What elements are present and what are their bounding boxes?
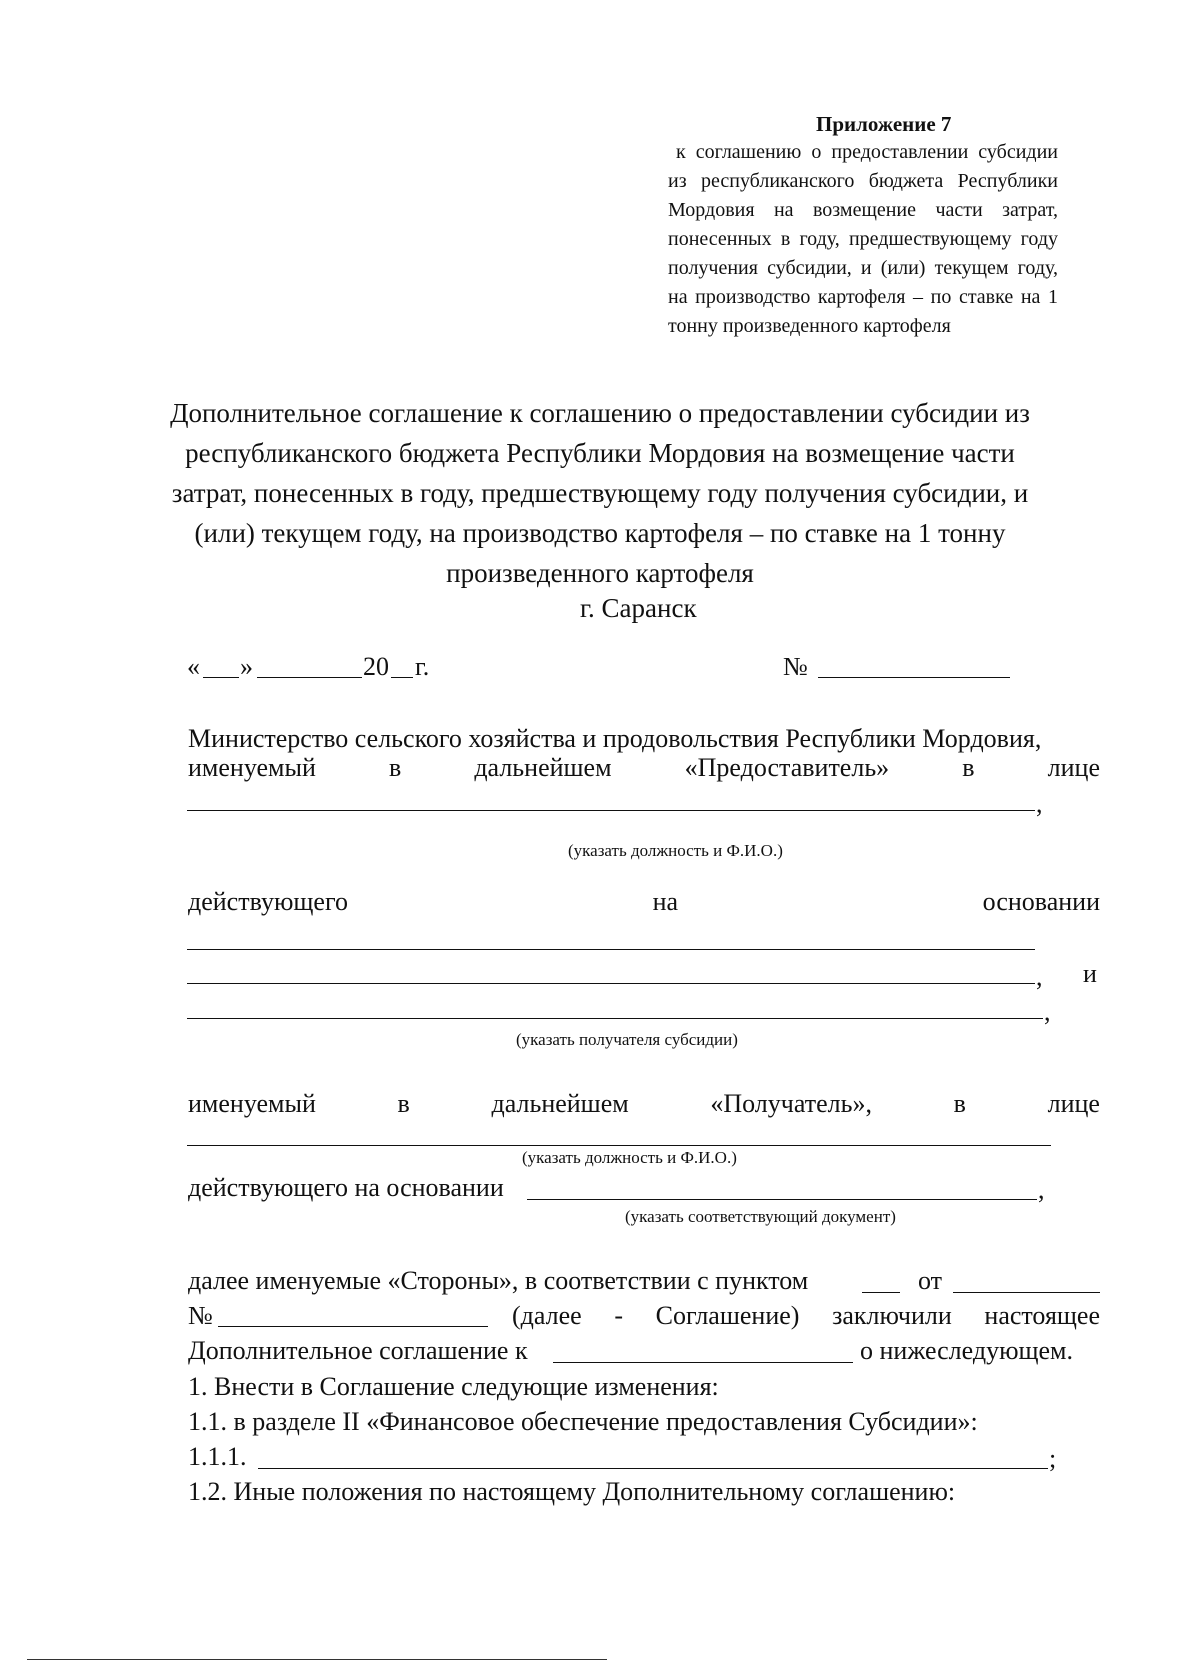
word: в: [962, 753, 975, 782]
hint-document: (указать соответствующий документ): [625, 1207, 896, 1226]
word: -: [614, 1301, 624, 1330]
word: в: [953, 1089, 966, 1118]
clause-blank[interactable]: [862, 1292, 900, 1293]
word: (далее: [512, 1301, 582, 1330]
word: дальнейшем: [474, 753, 612, 782]
word: именуемый: [188, 1089, 316, 1118]
document-title: [150, 393, 1050, 593]
word: заключили: [832, 1301, 952, 1330]
comma: ,: [1036, 789, 1043, 818]
title-line: Дополнительное соглашение к соглашению о предоставлении субсидии из: [170, 398, 1030, 428]
appendix-block: [668, 110, 1058, 341]
recipient-line: [188, 1088, 1100, 1120]
date-year-blank[interactable]: [391, 677, 413, 678]
ministry-line: Министерство сельского хозяйства и продовольствия Республики Мордовия,: [188, 724, 1042, 753]
appendix-line: тонну произведенного картофеля: [668, 315, 951, 337]
additional-agreement-to: Дополнительное соглашение к: [188, 1336, 528, 1365]
word: лице: [1047, 753, 1100, 782]
item-1-2: 1.2. Иные положения по настоящему Дополнительному соглашению:: [188, 1477, 956, 1506]
date-day-blank[interactable]: [203, 677, 239, 678]
semicolon: ;: [1049, 1444, 1057, 1473]
title-line: затрат, понесенных в году, предшествующему году получения субсидии, и: [171, 478, 1029, 508]
number-sign-2: №: [188, 1301, 213, 1330]
hint-recipient: (указать получателя субсидии): [516, 1030, 738, 1049]
recipient-position-blank[interactable]: [187, 1145, 1051, 1146]
comma: ,: [1038, 1175, 1045, 1204]
word: Соглашение): [655, 1301, 800, 1330]
additional-agreement-blank[interactable]: [553, 1362, 853, 1363]
representative-position-blank[interactable]: [187, 810, 1035, 811]
word: в: [397, 1089, 410, 1118]
concluded-line: [512, 1300, 1100, 1332]
word: «Получатель»,: [710, 1089, 872, 1118]
word: лице: [1047, 1089, 1100, 1118]
title-line: республиканского бюджета Республики Мордовия на возмещение части: [185, 438, 1015, 468]
word: дальнейшем: [491, 1089, 629, 1118]
date-year-suffix: г.: [415, 652, 430, 681]
recipient-blank[interactable]: [187, 1018, 1043, 1019]
appendix-line: получения субсидии, и (или) текущем году,: [668, 257, 1058, 279]
comma: ,: [1044, 997, 1051, 1026]
agreement-number-blank[interactable]: [218, 1326, 488, 1327]
appendix-text: [668, 138, 1058, 341]
word: именуемый: [188, 753, 316, 782]
word: «Предоставитель»: [684, 753, 890, 782]
date-month-blank[interactable]: [257, 677, 362, 678]
date-open-quote: «: [187, 652, 200, 681]
item-1-1: 1.1. в разделе II «Финансовое обеспечение предоставления Субсидии»:: [188, 1407, 978, 1436]
acting-basis-blank[interactable]: [527, 1199, 1037, 1200]
word: на: [652, 887, 679, 916]
word: основании: [982, 887, 1100, 916]
date-year-prefix: 20: [363, 652, 389, 681]
footnote-separator: [27, 1659, 607, 1660]
number-blank[interactable]: [818, 677, 1010, 678]
item-1-1-1-blank[interactable]: [258, 1468, 1048, 1469]
appendix-line: Мордовия на возмещение части затрат,: [668, 199, 1058, 221]
appendix-line: к соглашению о предоставлении субсидии: [676, 141, 1058, 163]
from-word: от: [918, 1266, 943, 1295]
date-close-quote: »: [240, 652, 253, 681]
word: действующего: [188, 887, 348, 916]
number-sign: №: [783, 652, 808, 681]
appendix-title: Приложение 7: [816, 112, 952, 136]
and-word: и: [1083, 959, 1097, 988]
title-line: произведенного картофеля: [446, 558, 754, 588]
item-1-1-1-label: 1.1.1.: [188, 1442, 247, 1471]
from-date-blank[interactable]: [953, 1292, 1100, 1293]
title-line: (или) текущем году, на производство картофеля – по ставке на 1 тонну: [194, 518, 1006, 548]
representative-line: [188, 752, 1100, 784]
word: в: [388, 753, 402, 782]
appendix-line: на производство картофеля – по ставке на 1: [668, 286, 1058, 308]
appendix-line: понесенных в году, предшествующему году: [668, 228, 1058, 250]
hint-position-2: (указать должность и Ф.И.О.): [522, 1148, 737, 1167]
basis-blank-2[interactable]: [187, 983, 1035, 984]
appendix-line: из республиканского бюджета Республики: [668, 170, 1058, 192]
basis-blank[interactable]: [187, 949, 1035, 950]
word: настоящее: [984, 1301, 1100, 1330]
basis-line: [188, 886, 1100, 918]
item-1: 1. Внести в Соглашение следующие изменения:: [188, 1372, 719, 1401]
as-follows: о нижеследующем.: [860, 1336, 1074, 1365]
city: г. Саранск: [580, 593, 697, 623]
comma: ,: [1036, 962, 1043, 991]
acting-basis: действующего на основании: [188, 1173, 504, 1202]
hint-position: (указать должность и Ф.И.О.): [568, 841, 783, 860]
parties-text: далее именуемые «Стороны», в соответствии с пунктом: [188, 1266, 809, 1295]
